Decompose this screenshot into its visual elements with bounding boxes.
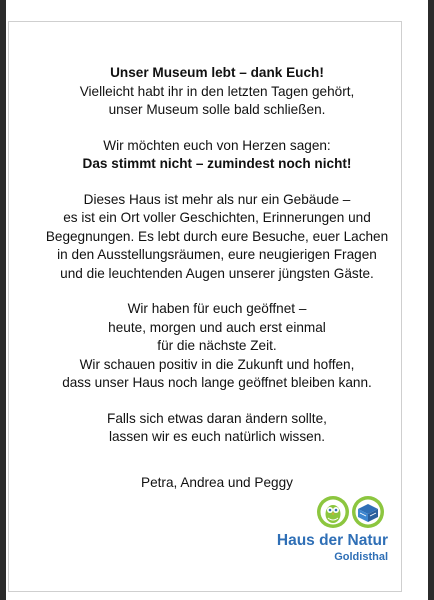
paragraph-open bbox=[40, 300, 394, 393]
change-line-2: lassen wir es euch natürlich wissen. bbox=[108, 429, 326, 444]
message-line: Wir möchten euch von Herzen sagen: bbox=[103, 137, 331, 153]
open-line-1: Wir haben für euch geöffnet – bbox=[127, 301, 307, 316]
intro-line-2: unser Museum solle bald schließen. bbox=[108, 102, 326, 117]
house-line-1: Dieses Haus ist mehr als nur ein Gebäude – bbox=[83, 191, 351, 207]
house-line-4: in den Ausstellungsräumen, eure neugierigen Fragen bbox=[57, 247, 377, 262]
crate-icon bbox=[352, 496, 384, 528]
change-line-1: Falls sich etwas daran ändern sollte, bbox=[107, 410, 327, 426]
open-line-3: für die nächste Zeit. bbox=[157, 338, 277, 353]
signature: Petra, Andrea und Peggy bbox=[141, 474, 293, 490]
logo-icons bbox=[316, 494, 386, 530]
message-bold-line: Das stimmt nicht – zumindest noch nicht! bbox=[82, 156, 352, 171]
right-dark-edge bbox=[428, 0, 434, 600]
paragraph-house bbox=[40, 191, 394, 284]
open-line-4: Wir schauen positiv in die Zukunft und hoffen, bbox=[79, 356, 355, 372]
intro-line-1: Vielleicht habt ihr in den letzten Tagen gehört, bbox=[79, 83, 355, 99]
letter-title: Unser Museum lebt – dank Euch! bbox=[110, 65, 324, 80]
letter-body bbox=[40, 64, 394, 509]
left-dark-edge bbox=[0, 0, 6, 600]
house-line-3: Begegnungen. Es lebt durch eure Besuche, euer Lachen bbox=[45, 228, 389, 244]
open-line-5: dass unser Haus noch lange geöffnet bleiben kann. bbox=[62, 375, 372, 390]
open-line-2: heute, morgen und auch erst einmal bbox=[108, 319, 326, 335]
paragraph-intro bbox=[40, 64, 394, 120]
paragraph-change bbox=[40, 410, 394, 447]
logo-place: Goldisthal bbox=[334, 551, 388, 563]
paragraph-message bbox=[40, 137, 394, 174]
logo-name: Haus der Natur bbox=[276, 532, 388, 549]
house-line-5: und die leuchtenden Augen unserer jüngsten Gäste. bbox=[60, 265, 374, 281]
owl-icon bbox=[317, 496, 349, 528]
haus-der-natur-logo bbox=[268, 494, 398, 566]
house-line-2: es ist ein Ort voller Geschichten, Erinnerungen und bbox=[63, 210, 371, 225]
